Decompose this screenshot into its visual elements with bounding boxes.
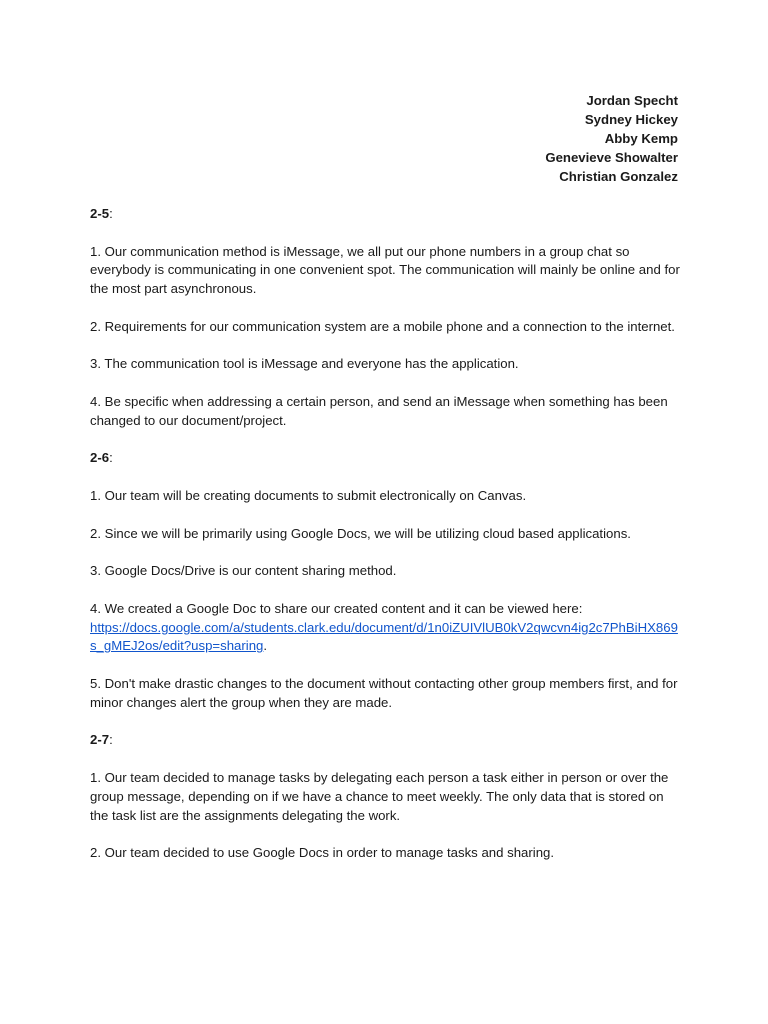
paragraph: 1. Our team decided to manage tasks by delegating each person a task either in person or over the group message, depending on if we have a chance to meet weekly. The only data that is stored on the task list are the assignments delegating the work. xyxy=(90,769,669,823)
author-list xyxy=(545,91,678,186)
shared-doc-link[interactable]: https://docs.google.com/a/students.clark.edu/document/d/1n0iZUIVlUB0kV2qwcvn4ig2c7PhBiHX869s_gMEJ2os/edit?usp=sharing xyxy=(90,619,678,654)
paragraph: 2. Our team decided to use Google Docs in order to manage tasks and sharing. xyxy=(90,845,555,861)
paragraph: 4. Be specific when addressing a certain person, and send an iMessage when something has been changed to our document/project. xyxy=(90,393,668,428)
paragraph: 2. Requirements for our communication system are a mobile phone and a connection to the internet. xyxy=(90,318,675,334)
section-heading-2-7: 2-7: xyxy=(90,732,113,748)
section-heading-2-6: 2-6: xyxy=(90,450,113,466)
paragraph: 1. Our communication method is iMessage, we all put our phone numbers in a group chat so everybody is communicating in one convenient spot. The communication will mainly be online and for the most part asynchronous. xyxy=(90,243,680,297)
author-name: Christian Gonzalez xyxy=(559,169,678,184)
paragraph-text: 4. We created a Google Doc to share our created content and it can be viewed here: xyxy=(90,600,583,616)
paragraph: 2. Since we will be primarily using Google Docs, we will be utilizing cloud based applications. xyxy=(90,525,631,541)
paragraph xyxy=(90,600,682,656)
paragraph: 3. Google Docs/Drive is our content sharing method. xyxy=(90,563,397,579)
author-name: Abby Kemp xyxy=(604,131,678,146)
author-name: Genevieve Showalter xyxy=(545,150,678,165)
paragraph-end: . xyxy=(263,638,268,654)
paragraph: 1. Our team will be creating documents to submit electronically on Canvas. xyxy=(90,487,527,503)
paragraph: 5. Don't make drastic changes to the document without contacting other group members first, and for minor changes alert the group when they are made. xyxy=(90,675,678,710)
section-heading-2-5: 2-5: xyxy=(90,206,113,221)
author-name: Sydney Hickey xyxy=(584,112,678,127)
document-body xyxy=(90,205,682,882)
paragraph: 3. The communication tool is iMessage and everyone has the application. xyxy=(90,356,519,372)
author-name: Jordan Specht xyxy=(586,93,678,108)
